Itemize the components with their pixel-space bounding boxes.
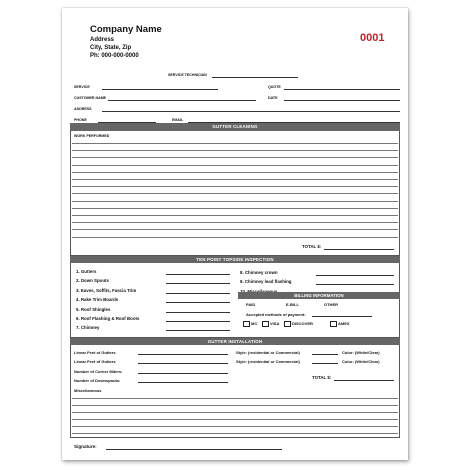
linear-feet-field-1[interactable] [138,354,228,355]
inspection-item[interactable]: 7. Chimney [76,325,100,331]
accepted-methods-field[interactable] [312,316,372,317]
inspection-item-field[interactable] [316,275,394,276]
inspection-item[interactable]: 2. Down Spouts [76,278,109,284]
miscellaneous-line[interactable] [72,412,398,413]
accepted-methods-label: Accepted methods of payment: [246,312,306,317]
billing-ebill[interactable]: E-BILL [286,302,299,307]
corner-miters-field[interactable] [138,373,228,374]
quote-label: QUOTE [268,85,281,89]
inspection-item[interactable]: 1. Gutters [76,269,97,274]
inspection-item[interactable]: 9. Chimney lead flashing [240,279,292,285]
inspection-item[interactable]: 5. Roof Shingles [76,306,111,312]
installation-header: GUTTER INSTALLATION [70,338,400,345]
customer-name-label: CUSTOMER NAME [74,96,107,100]
style-label-1: Style: (residential or Commercial) [236,350,300,355]
billing-header: BILLING INFORMATION [238,292,400,299]
payment-method-amex[interactable]: AMEX [330,321,350,327]
gutter-cleaning-header: GUTTER CLEANING [70,123,400,131]
date-field[interactable] [284,100,400,101]
work-performed-line[interactable] [72,165,398,166]
work-performed-line[interactable] [72,143,398,144]
inspection-item-field[interactable] [316,284,394,285]
service-technician-label: SERVICE TECHNICIAN [168,73,207,77]
company-name: Company Name [90,24,162,35]
work-performed-line[interactable] [72,179,398,180]
signature-label: Signature: [74,444,97,449]
miscellaneous-line[interactable] [72,419,398,420]
inspection-item-field[interactable] [166,293,230,294]
customer-name-field[interactable] [108,100,256,101]
service-form-sheet [62,8,408,460]
work-performed-line[interactable] [72,237,398,238]
inspection-item[interactable]: 4. Rake Trim Boards [76,297,119,303]
amex-checkbox[interactable] [330,321,337,327]
color-label-1: Color: (White/Clear) [342,350,380,355]
payment-method-visa[interactable]: VISA [262,321,279,327]
style-label-2: Style: (residential or Commercial) [236,359,300,364]
miscellaneous-line[interactable] [72,398,398,399]
billing-paid[interactable]: PAID [246,302,256,307]
mc-checkbox[interactable] [243,321,250,327]
inspection-item-field[interactable] [166,321,230,322]
inspection-item-field[interactable] [166,283,230,284]
inspection-item-field[interactable] [166,274,230,275]
discover-checkbox[interactable] [284,321,291,327]
company-address: Address [90,37,115,43]
work-performed-line[interactable] [72,215,398,216]
date-label: DATE [268,96,278,100]
inspection-item[interactable]: 6. Roof Flashing & Roof Boots [76,316,140,321]
corner-miters-label: Number of Corner Miters: [74,369,123,374]
service-technician-field[interactable] [212,77,298,78]
linear-feet-field-2[interactable] [138,363,228,364]
address-label: ADDRESS [74,107,92,111]
inspection-item-field[interactable] [166,330,230,331]
miscellaneous-line[interactable] [72,433,398,434]
billing-other[interactable]: OTHER [324,302,338,307]
payment-method-mc[interactable]: MC [243,321,257,327]
gutter-cleaning-total-field[interactable] [324,249,394,250]
work-performed-line[interactable] [72,201,398,202]
email-label: EMAIL [172,118,184,122]
work-performed-line[interactable] [72,208,398,209]
inspection-item-field[interactable] [166,312,230,313]
inspection-item[interactable]: 8. Chimney crown [240,270,278,275]
installation-total-label: TOTAL $: [312,375,332,380]
style-field-2[interactable] [312,363,338,364]
style-field-1[interactable] [312,354,338,355]
payment-method-discover[interactable]: DISCOVER [284,321,313,327]
work-performed-line[interactable] [72,229,398,230]
linear-feet-label-2: Linear Feet of Gutters [74,359,116,364]
work-performed-line[interactable] [72,222,398,223]
downspouts-label: Number of Downspouts: [74,378,121,383]
inspection-header: TEN POINT TOPSIDE INSPECTION [70,256,400,263]
work-performed-line[interactable] [72,172,398,173]
company-phone: Ph: 000-000-0000 [90,53,139,59]
inspection-item[interactable]: 3. Eaves, Soffits, Fascia Trim [76,287,137,293]
quote-field[interactable] [284,89,400,90]
miscellaneous-line[interactable] [72,426,398,427]
work-performed-label: WORK PERFORMED [74,134,110,138]
service-label: SERVICE [74,85,90,89]
miscellaneous-label: Miscellaneous [74,388,102,393]
signature-field[interactable] [106,449,282,450]
phone-label: PHONE [74,118,87,122]
downspouts-field[interactable] [138,382,228,383]
company-city: City, State, Zip [90,45,132,51]
address-field[interactable] [102,111,400,112]
installation-total-field[interactable] [334,380,394,381]
visa-checkbox[interactable] [262,321,269,327]
service-field[interactable] [102,89,218,90]
work-performed-line[interactable] [72,193,398,194]
miscellaneous-line[interactable] [72,405,398,406]
gutter-cleaning-total-label: TOTAL $: [302,244,322,249]
form-number: 0001 [360,32,385,44]
work-performed-line[interactable] [72,150,398,151]
linear-feet-label-1: Linear Feet of Gutters [74,350,116,355]
inspection-item-field[interactable] [166,302,230,303]
color-label-2: Color: (White/Clear) [342,359,380,364]
work-performed-line[interactable] [72,186,398,187]
work-performed-line[interactable] [72,157,398,158]
